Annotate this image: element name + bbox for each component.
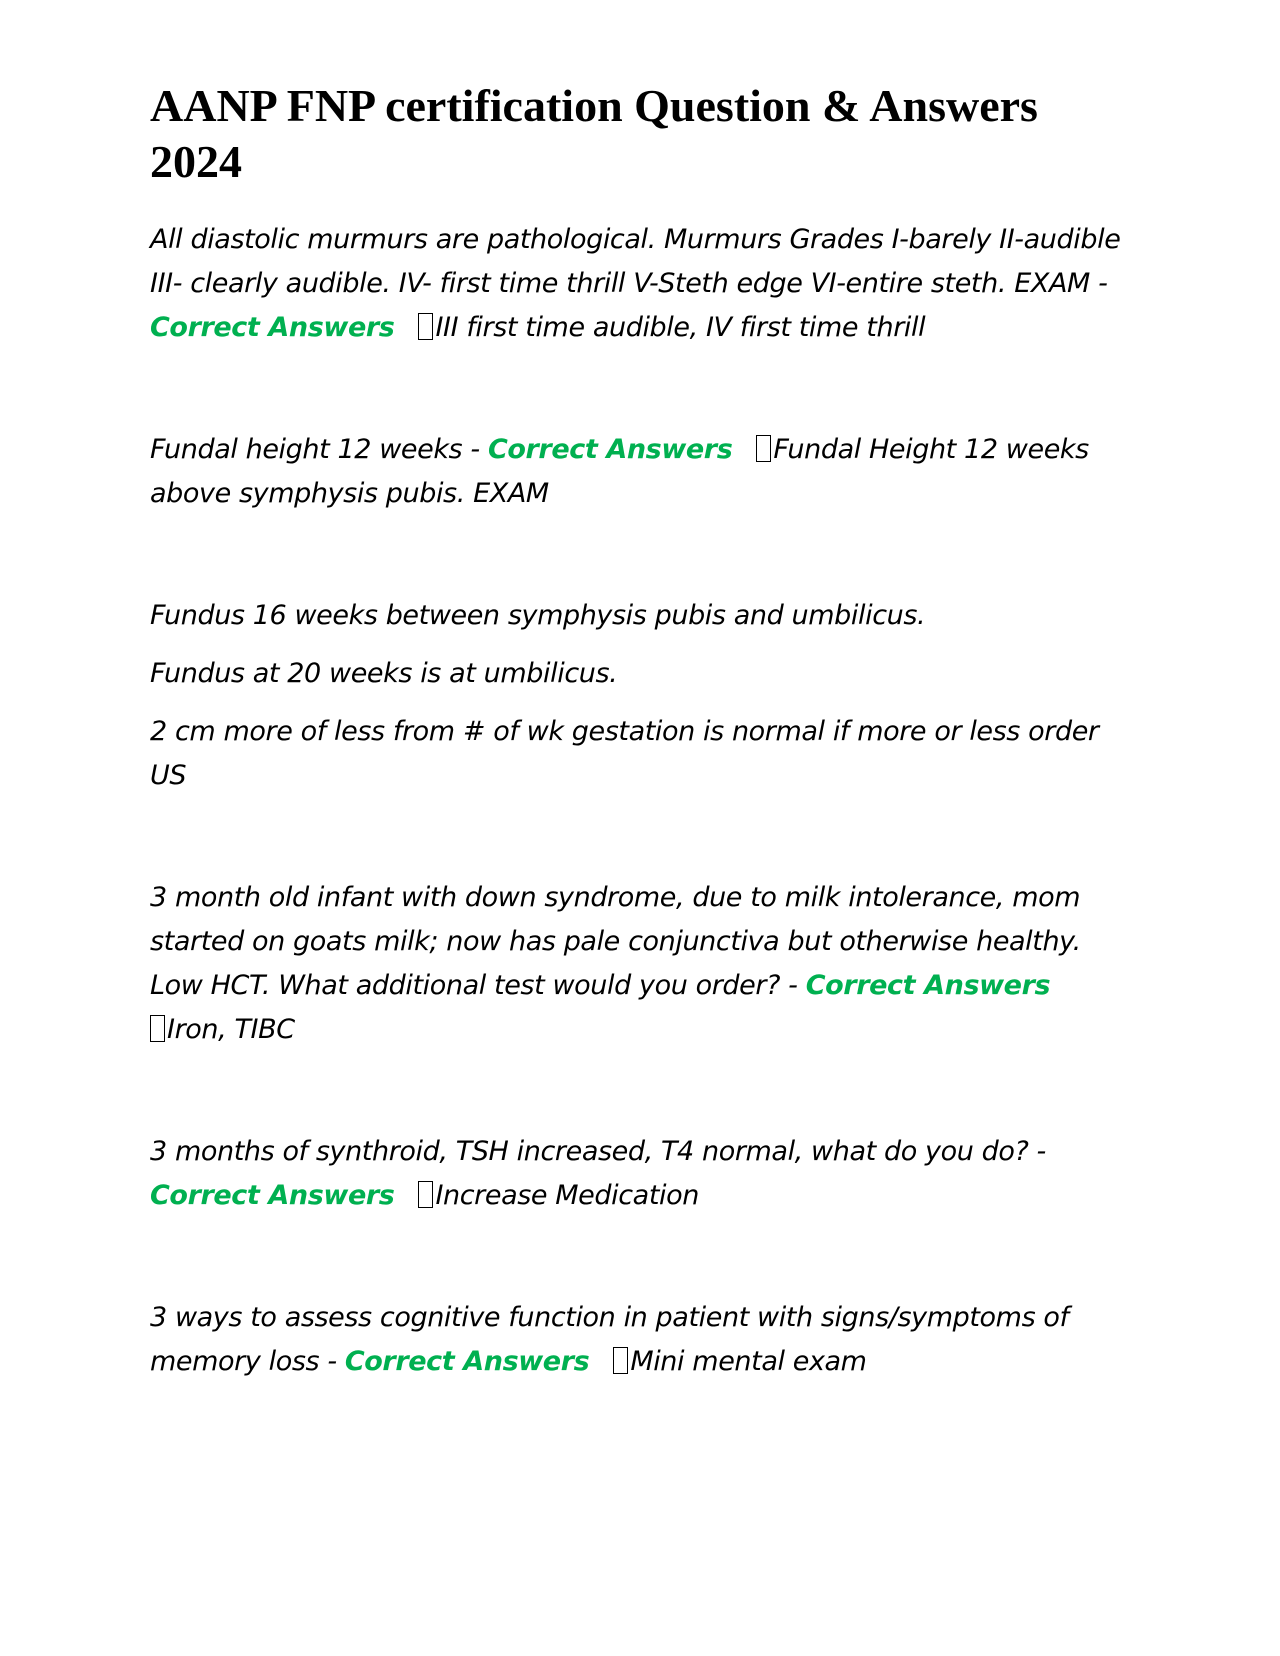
note-line: Fundus at 20 weeks is at umbilicus. <box>150 658 618 689</box>
question-text: 3 months of synthroid, TSH increased, T4 normal, what do you do? - <box>150 1136 1046 1167</box>
document-page <box>150 70 1140 1384</box>
correct-answers-label: Correct Answers <box>487 434 733 465</box>
question-text: 3 ways to assess cognitive function in patient with signs/symptoms of memory loss - <box>150 1302 1069 1377</box>
answer-text: Increase Medication <box>435 1180 699 1211</box>
question-text: All diastolic murmurs are pathological. Murmurs Grades I-barely II-audible III- clearly audible. IV- first time thrill V-Steth edge VI-entire steth. EXAM - <box>150 224 1121 299</box>
answer-text: Mini mental exam <box>630 1346 867 1377</box>
question-text: Fundal height 12 weeks - <box>150 434 488 465</box>
correct-answers-label: Correct Answers <box>150 312 395 343</box>
correct-answers-label: Correct Answers <box>805 970 1051 1001</box>
answer-text: Iron, TIBC <box>167 1014 295 1045</box>
question-text: 3 month old infant with down syndrome, due to milk intolerance, mom started on goats milk; now has pale conjunctiva but otherwise healthy. Low HCT. What additional test would you order? - <box>150 882 1081 1001</box>
checkbox-icon <box>150 1015 165 1042</box>
note-line: Fundus 16 weeks between symphysis pubis and umbilicus. <box>150 600 926 631</box>
qa-entry <box>150 428 1140 516</box>
qa-entry <box>150 1296 1140 1384</box>
answer-text: Fundal Height 12 weeks above symphysis pubis. EXAM <box>150 434 1089 509</box>
checkbox-icon <box>613 1347 628 1374</box>
note-line: 2 cm more of less from # of wk gestation is normal if more or less order US <box>150 716 1099 791</box>
correct-answers-label: Correct Answers <box>344 1346 590 1377</box>
checkbox-icon <box>418 313 433 340</box>
checkbox-icon <box>756 435 771 462</box>
document-title: AANP FNP certification Question & Answers 2024 <box>150 80 1038 187</box>
qa-entry <box>150 218 1140 350</box>
answer-text: III first time audible, IV first time thrill <box>435 312 926 343</box>
qa-entry <box>150 876 1140 1052</box>
checkbox-icon <box>418 1181 433 1208</box>
qa-entry <box>150 1130 1140 1218</box>
correct-answers-label: Correct Answers <box>150 1180 395 1211</box>
